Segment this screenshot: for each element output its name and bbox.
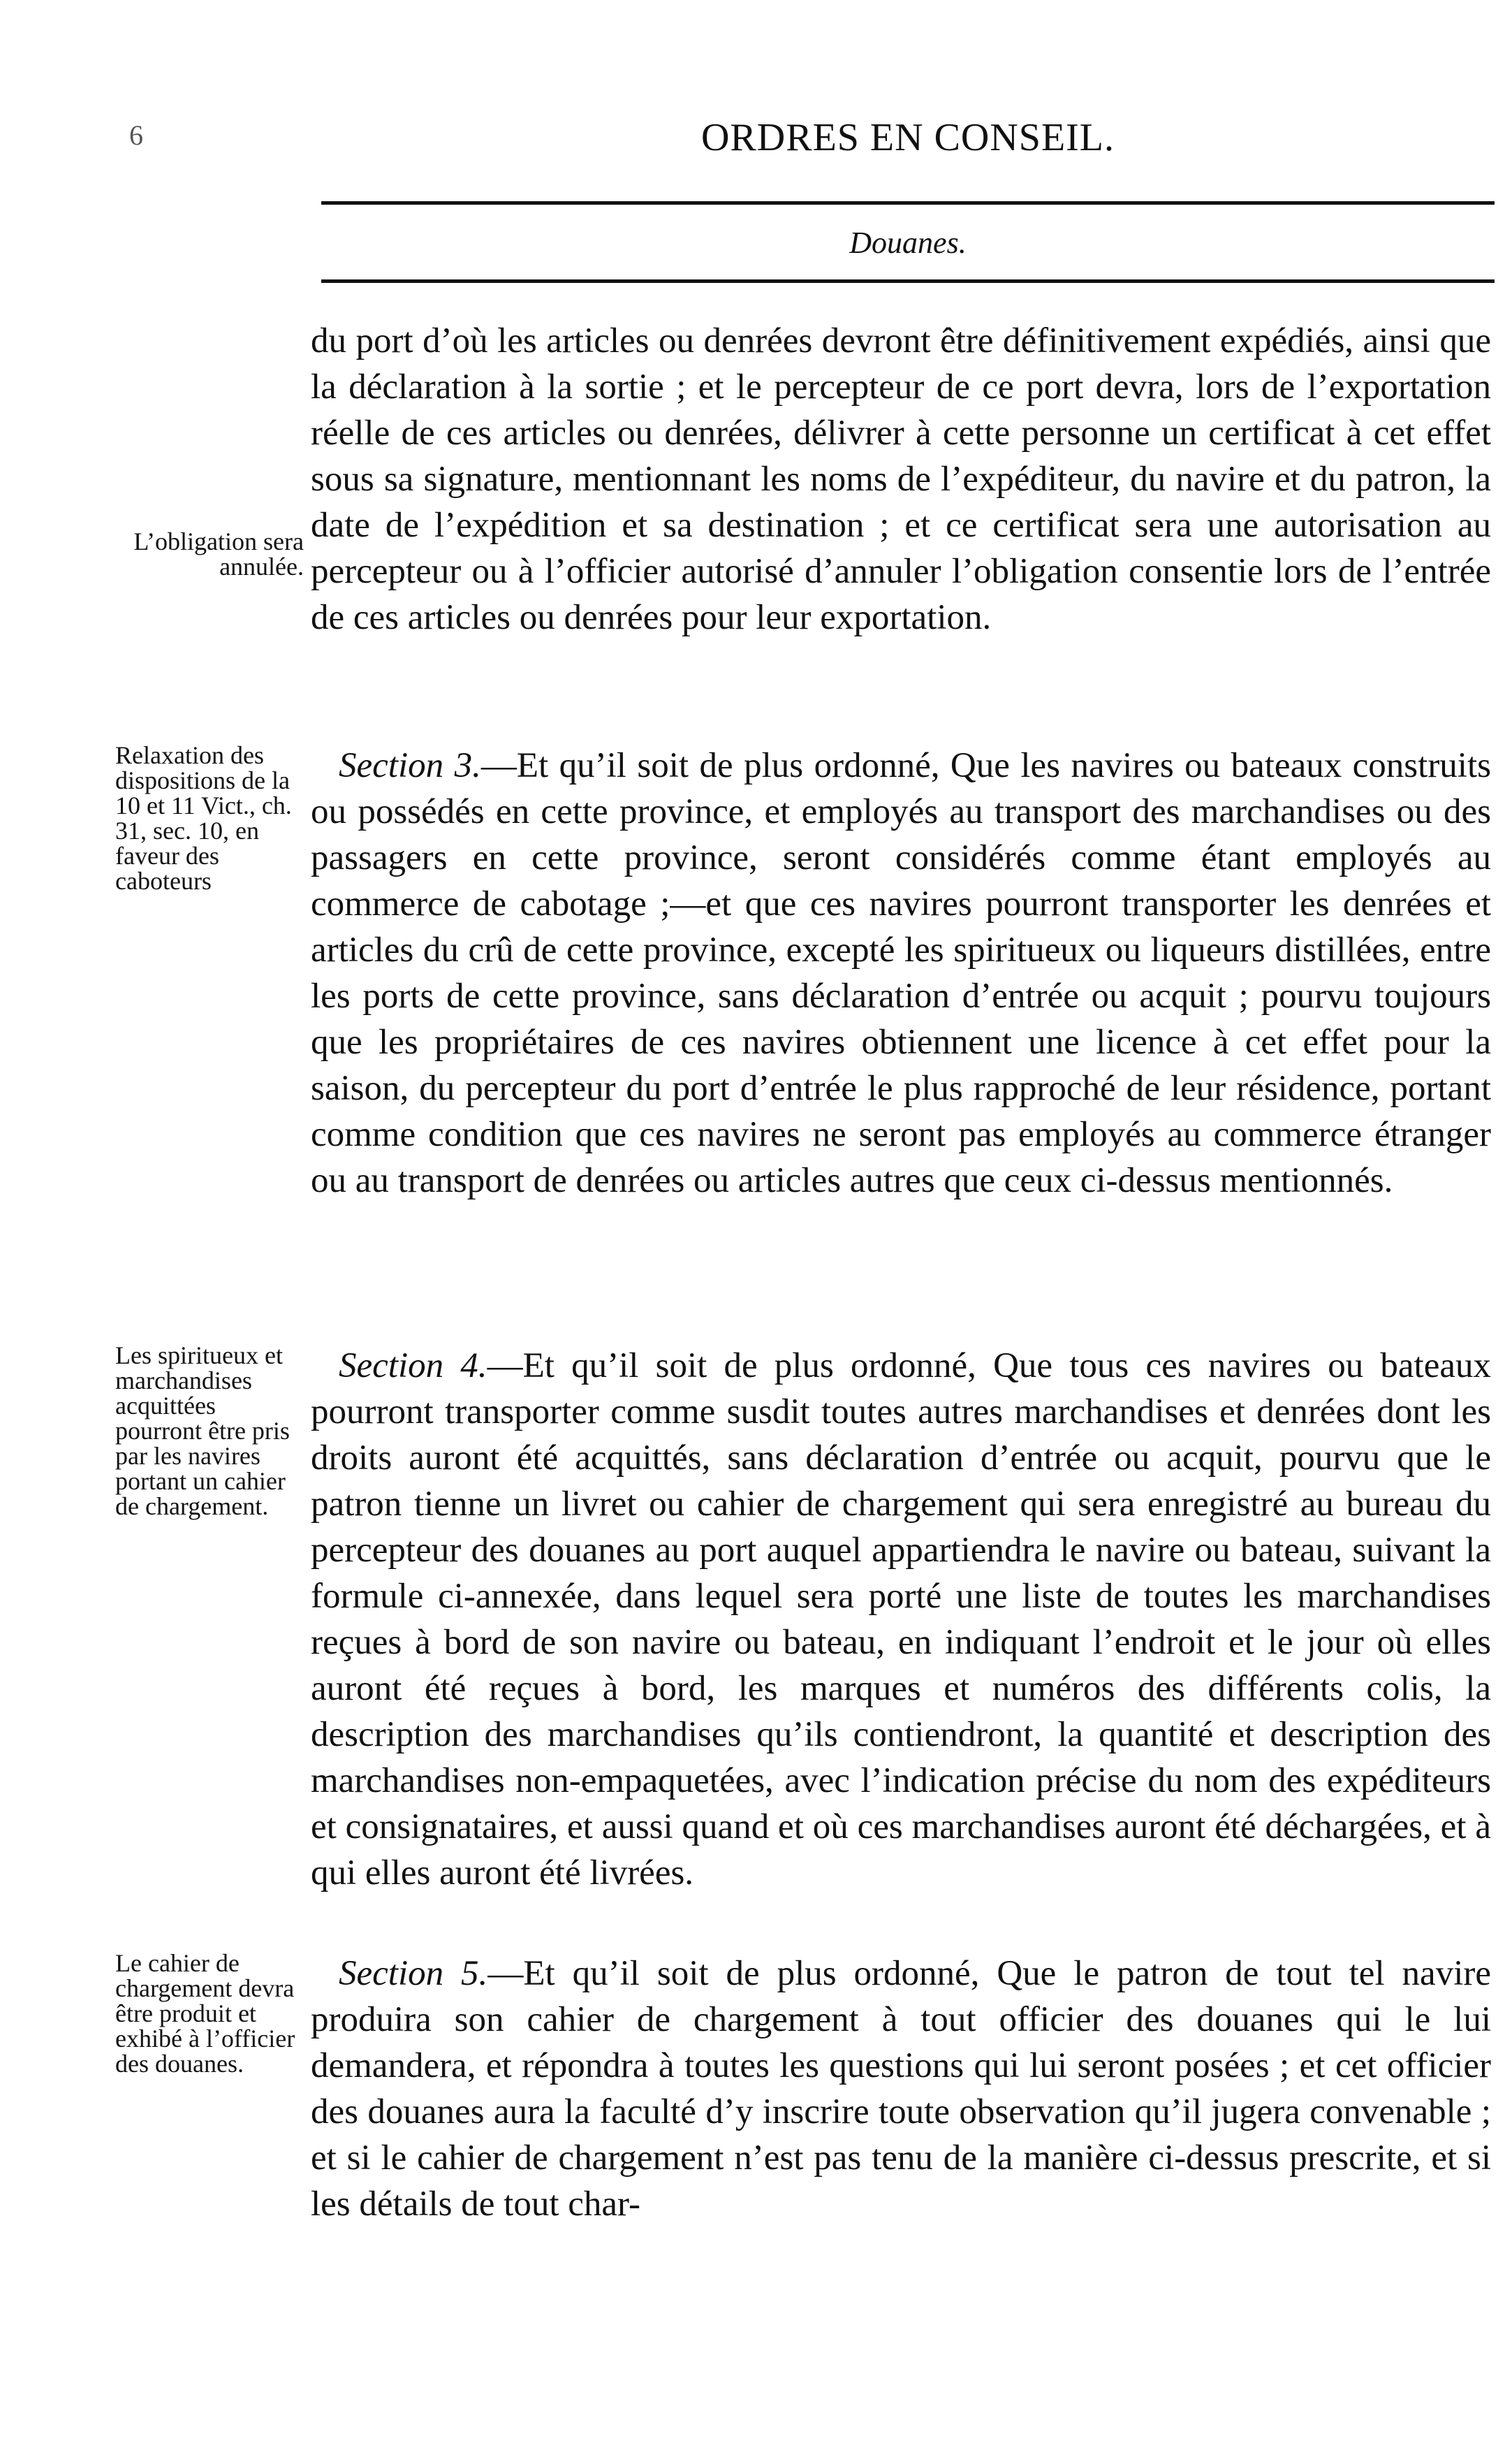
section-label: Section 5. <box>339 1954 488 1993</box>
page-mark: 6 <box>129 119 143 151</box>
paragraph-text <box>311 1950 1491 2227</box>
header-rule-top <box>321 201 1495 205</box>
paragraph-body: —Et qu’il soit de plus ordonné, Que le patron de tout tel navire produira son cahier de chargement à tout officier des douanes qui le lui demandera, et répondra à toutes les questions qui lui seront posées ; et cet officier des douanes aura la faculté d’y inscrire toute observation qu’il jugera convenable ; et si le cahier de chargement n’est pas tenu de la manière ci-dessus prescrite, et si les détails de tout char- <box>311 1954 1491 2224</box>
section-subhead: Douanes. <box>849 226 967 260</box>
paragraph-body: du port d’où les articles ou denrées devront être définitivement expédiés, ainsi que la déclaration à la sortie ; et le percepteur de ce port devra, lors de l’exportation réelle de ces articles ou denrées, délivrer à cette personne un certificat à cet effet sous sa signature, mentionnant les noms de l’expéditeur, du navire et du patron, la date de l’expédition et sa destination ; et ce certificat sera une autorisation au percepteur ou à l’officier autorisé d’annuler l’obligation consentie lors de l’entrée de ces articles ou denrées pour leur exportation. <box>311 321 1491 637</box>
section-label: Section 4. <box>339 1346 487 1385</box>
margin-note: L’obligation sera annulée. <box>133 527 304 581</box>
paragraph-text <box>311 318 1491 641</box>
running-head: ORDRES EN CONSEIL. <box>700 116 1115 159</box>
paragraph-body: —Et qu’il soit de plus ordonné, Que les navires ou bateaux construits ou possédés en cette province, et employés au transport des marchandises ou des passagers en cette province, seront considérés comme étant employés au commerce de cabotage ;—et que ces navires pourront transporter les denrées et articles du crû de cette province, excepté les spiritueux ou liqueurs distillées, entre les ports de cette province, sans déclaration d’entrée ou acquit ; pourvu toujours que les propriétaires de ces navires obtiennent une licence à cet effet pour la saison, du percepteur du port d’entrée le plus rapproché de leur résidence, portant comme condition que ces navires ne seront pas employés au commerce étranger ou au transport de denrées ou articles autres que ceux ci-dessus mentionnés. <box>311 746 1491 1200</box>
paragraph-text <box>311 743 1491 1204</box>
margin-note: Relaxation des dispositions de la 10 et 11 Vict., ch. 31, sec. 10, en faveur des caboteurs <box>115 741 292 895</box>
margin-note: Les spiritueux et marchandises acquittées pourront être pris par les navires portant un cahier de chargement. <box>115 1341 290 1520</box>
header-rule-bottom <box>321 279 1495 283</box>
section-label: Section 3. <box>339 746 481 785</box>
paragraph-text <box>311 1343 1491 1896</box>
margin-note: Le cahier de chargement devra être produit et exhibé à l’officier des douanes. <box>115 1949 295 2078</box>
paragraph-body: —Et qu’il soit de plus ordonné, Que tous ces navires ou bateaux pourront transporter comme susdit toutes autres marchandises et denrées dont les droits auront été acquittés, sans déclaration d’entrée ou acquit, pourvu que le patron tienne un livret ou cahier de chargement qui sera enregistré au bureau du percepteur des douanes au port auquel appartiendra le navire ou bateau, suivant la formule ci-annexée, dans lequel sera porté une liste de toutes les marchandises reçues à bord de son navire ou bateau, en indiquant l’endroit et le jour où elles auront été reçues à bord, les marques et numéros des différents colis, la description des marchandises qu’ils contiendront, la quantité et description des marchandises non-empaquetées, avec l’indication précise du nom des expéditeurs et consignataires, et aussi quand et où ces marchandises auront été déchargées, et à qui elles auront été livrées. <box>311 1346 1491 1893</box>
